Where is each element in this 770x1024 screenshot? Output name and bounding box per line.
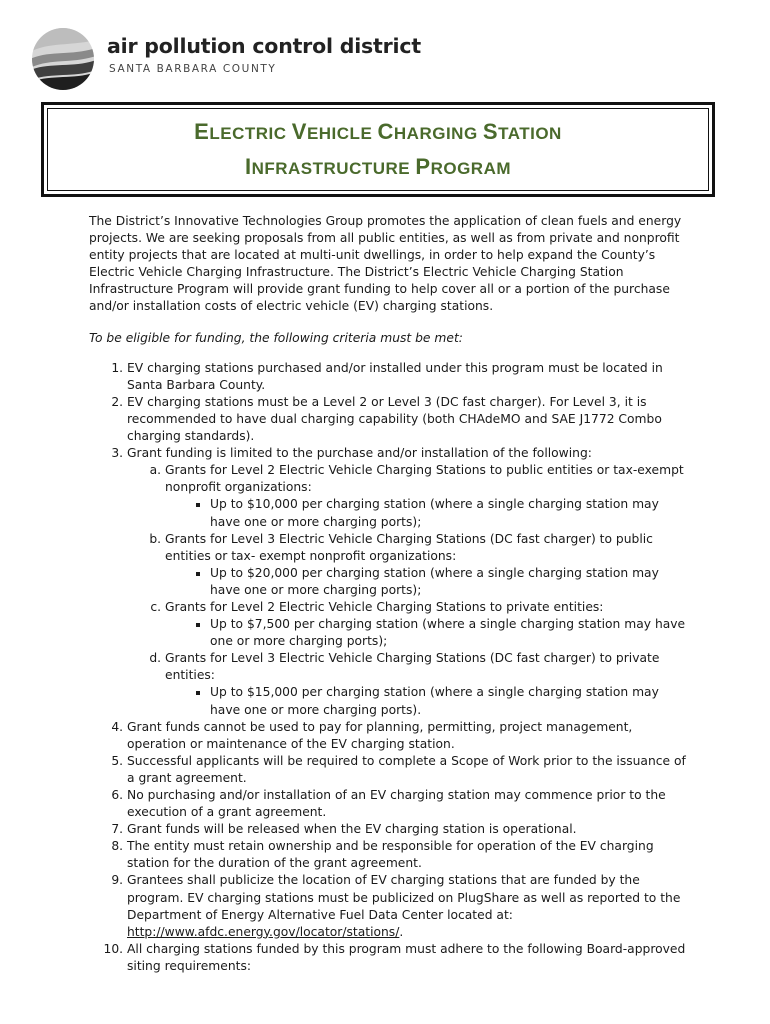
title-text: LECTRIC bbox=[209, 123, 292, 143]
criteria-item bbox=[127, 445, 689, 719]
grant-amount-list bbox=[165, 565, 689, 599]
title-text: ROGRAM bbox=[430, 158, 512, 178]
grant-amount-list bbox=[165, 616, 689, 650]
district-emblem-icon bbox=[30, 26, 96, 92]
grant-type-item bbox=[165, 462, 689, 530]
criteria-heading: To be eligible for funding, the following criteria must be met: bbox=[89, 330, 463, 345]
criteria-item: 10. All charging stations funded by this program must adhere to the following Board-approved siting requirements: bbox=[127, 941, 689, 975]
grant-type-item bbox=[165, 599, 689, 650]
title-line-1 bbox=[194, 115, 562, 150]
title-box bbox=[41, 102, 715, 197]
grant-amount-item: ▪ Up to $10,000 per charging station (where a single charging station may have one or more charging ports); bbox=[210, 496, 689, 530]
criteria-item-end: . bbox=[399, 924, 404, 939]
criteria-item: 5. Successful applicants will be required to complete a Scope of Work prior to the issuance of a grant agreement. bbox=[127, 753, 689, 787]
grant-type-item bbox=[165, 531, 689, 599]
title-text: NFRASTRUCTURE bbox=[251, 158, 416, 178]
title-cap: S bbox=[482, 118, 499, 144]
criteria-item: 7. Grant funds will be released when the EV charging station is operational. bbox=[127, 821, 689, 838]
document-body bbox=[89, 213, 689, 975]
grant-type-text: Grants for Level 3 Electric Vehicle Charging Stations (DC fast charger) to public entities or tax- exempt nonprofit organizations: bbox=[165, 531, 653, 563]
title-cap: V bbox=[291, 118, 307, 144]
title-inner-frame bbox=[47, 108, 709, 191]
grant-amount-item: ▪ Up to $20,000 per charging station (where a single charging station may have one or more charging ports); bbox=[210, 565, 689, 599]
criteria-item: 1. EV charging stations purchased and/or installed under this program must be located in Santa Barbara County. bbox=[127, 360, 689, 394]
grant-type-item bbox=[165, 650, 689, 718]
title-cap: E bbox=[194, 118, 210, 144]
title-cap: C bbox=[377, 118, 394, 144]
grant-amount-list bbox=[165, 684, 689, 718]
criteria-item: 6. No purchasing and/or installation of an EV charging station may commence prior to the execution of a grant agreement. bbox=[127, 787, 689, 821]
criteria-item: 8. The entity must retain ownership and be responsible for operation of the EV charging station for the duration of the grant agreement. bbox=[127, 838, 689, 872]
title-text: EHICLE bbox=[306, 123, 378, 143]
grant-amount-item: ▪ Up to $15,000 per charging station (where a single charging station may have one or more charging ports). bbox=[210, 684, 689, 718]
grant-type-text: Grants for Level 2 Electric Vehicle Charging Stations to private entities: bbox=[165, 599, 604, 614]
criteria-item-text: Grant funding is limited to the purchase and/or installation of the following: bbox=[127, 446, 592, 461]
title-cap: I bbox=[244, 153, 252, 179]
title-cap: P bbox=[415, 153, 431, 179]
criteria-item: 2. EV charging stations must be a Level 2 or Level 3 (DC fast charger). For Level 3, it is recommended to have dual charging capability (both CHAdeMO and SAE J1772 Combo charging standards). bbox=[127, 394, 689, 445]
grant-type-text: Grants for Level 2 Electric Vehicle Charging Stations to public entities or tax-exempt nonprofit organizations: bbox=[165, 463, 684, 495]
district-logo bbox=[30, 26, 421, 92]
intro-paragraph: The District’s Innovative Technologies Group promotes the application of clean fuels and energy projects. We are seeking proposals from all public entities, as well as from private and nonprofit entity projects that are located at multi-unit dwellings, in order to help expand the County’s Electric Vehicle Charging Infrastructure. The District’s Electric Vehicle Charging Station Infrastructure Program will provide grant funding to help cover all or a portion of the purchase and/or installation costs of electric vehicle (EV) charging stations. bbox=[89, 214, 682, 314]
grant-type-text: Grants for Level 3 Electric Vehicle Charging Stations (DC fast charger) to private entities: bbox=[165, 651, 660, 683]
title-text: HARGING bbox=[393, 123, 483, 143]
title-text: TATION bbox=[498, 123, 562, 143]
grant-amount-item: ▪ Up to $7,500 per charging station (where a single charging station may have one or more charging ports); bbox=[210, 616, 689, 650]
criteria-item bbox=[127, 872, 689, 940]
criteria-list bbox=[89, 360, 689, 975]
grant-amount-list bbox=[165, 496, 689, 530]
title-line-2 bbox=[245, 150, 511, 185]
org-name: air pollution control district bbox=[107, 34, 421, 58]
grant-type-list bbox=[127, 462, 689, 718]
criteria-item-text: Grantees shall publicize the location of EV charging stations that are funded by the program. EV charging stations must be publicized on PlugShare as well as reported to the Department of Energy Alternative Fuel Data Center located at: bbox=[127, 873, 681, 922]
org-subtitle: SANTA BARBARA COUNTY bbox=[109, 63, 277, 75]
criteria-item: 4. Grant funds cannot be used to pay for planning, permitting, project management, operation or maintenance of the EV charging station. bbox=[127, 719, 689, 753]
afdc-locator-link[interactable]: http://www.afdc.energy.gov/locator/stations/ bbox=[127, 924, 400, 939]
